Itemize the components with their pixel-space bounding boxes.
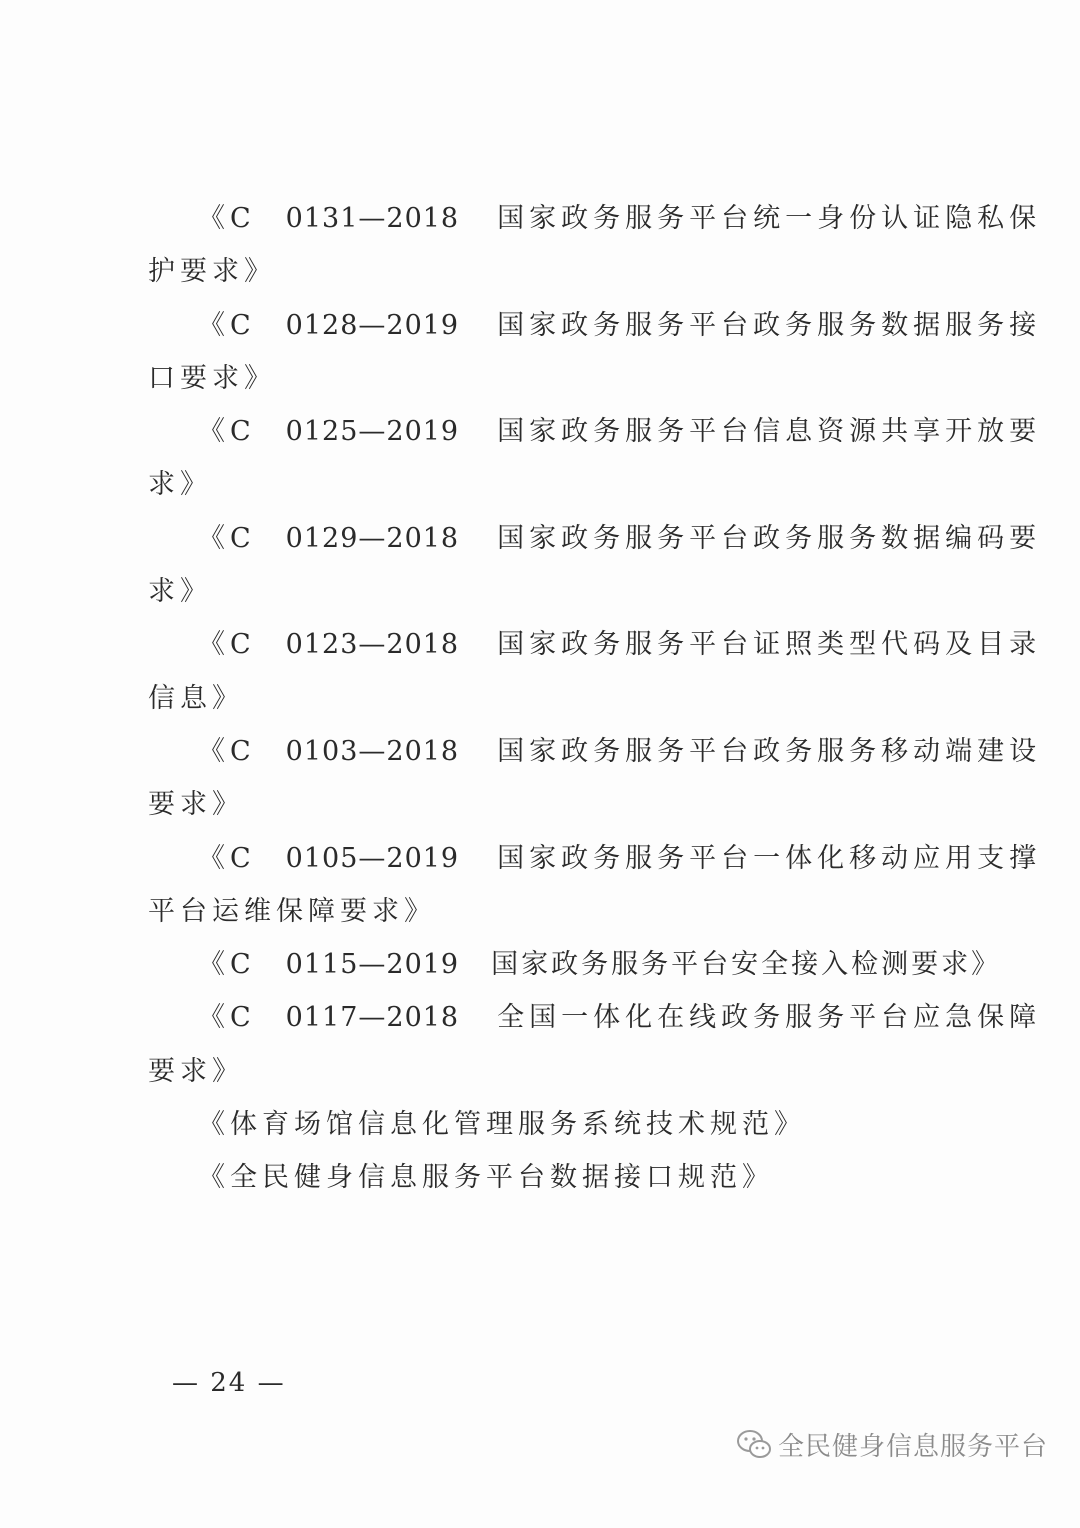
entry-prefix: 《C <box>198 416 256 448</box>
standard-entry-line <box>148 832 1042 885</box>
entry-code: 0129—2018 <box>285 522 460 554</box>
standard-entry-continuation: 信息》 <box>148 682 244 714</box>
standard-entry-line <box>148 405 1042 458</box>
standard-entry-line <box>148 299 1042 352</box>
entry-code: 0131—2018 <box>285 203 460 234</box>
standard-entry-continuation: 要求》 <box>148 1055 244 1087</box>
entry-title: 国家政务服务平台政务服务数据编码要 <box>497 522 1042 554</box>
standard-entry-continuation: 求》 <box>148 576 212 608</box>
standard-entry-line <box>148 512 1042 565</box>
entry-code: 0105—2019 <box>285 842 460 874</box>
entry-title: 国家政务服务平台一体化移动应用支撑 <box>497 842 1042 874</box>
entry-prefix: 《C <box>198 309 256 341</box>
standard-entry-line <box>148 938 1002 991</box>
standard-entry-line <box>148 618 1042 671</box>
entry-prefix: 《C <box>198 629 256 661</box>
entry-prefix: 《C <box>198 842 256 874</box>
entry-code: 0115—2019 <box>285 949 460 981</box>
entry-prefix: 《C <box>198 203 256 234</box>
wechat-icon <box>736 1428 772 1460</box>
entry-prefix: 《C <box>198 949 256 981</box>
entry-title: 国家政务服务平台政务服务移动端建设 <box>497 735 1042 767</box>
entry-code: 0125—2019 <box>285 416 460 448</box>
standard-entry-continuation: 护要求》 <box>148 256 276 288</box>
standard-title: 《体育场馆信息化管理服务系统技术规范》 <box>198 1109 806 1141</box>
standard-entry-line <box>148 725 1042 778</box>
standard-entry-continuation: 口要求》 <box>148 362 276 394</box>
watermark <box>736 1424 1048 1464</box>
entry-title: 国家政务服务平台信息资源共享开放要 <box>497 416 1042 448</box>
entry-code: 0103—2018 <box>285 735 460 767</box>
watermark-text: 全民健身信息服务平台 <box>778 1431 1049 1462</box>
entry-title: 国家政务服务平台政务服务数据服务接 <box>497 309 1042 341</box>
standards-list <box>148 192 1042 1205</box>
entry-prefix: 《C <box>198 735 256 767</box>
entry-code: 0123—2018 <box>285 629 460 661</box>
entry-prefix: 《C <box>198 522 256 554</box>
entry-title: 全国一体化在线政务服务平台应急保障 <box>497 1002 1042 1034</box>
standard-entry-continuation: 平台运维保障要求》 <box>148 895 436 927</box>
entry-prefix: 《C <box>198 1002 256 1034</box>
standard-entry-line <box>148 991 1042 1044</box>
page-number: — 24 — <box>172 1368 286 1398</box>
standard-title: 《全民健身信息服务平台数据接口规范》 <box>198 1162 774 1194</box>
entry-title: 国家政务服务平台统一身份认证隐私保 <box>497 203 1042 234</box>
entry-code: 0128—2019 <box>285 309 460 341</box>
standard-entry-continuation: 求》 <box>148 469 212 501</box>
entry-title: 国家政务服务平台安全接入检测要求》 <box>491 949 1002 981</box>
entry-title: 国家政务服务平台证照类型代码及目录 <box>497 629 1042 661</box>
entry-code: 0117—2018 <box>285 1002 460 1034</box>
standard-entry-continuation: 要求》 <box>148 789 244 821</box>
standard-entry-line <box>148 192 1042 245</box>
